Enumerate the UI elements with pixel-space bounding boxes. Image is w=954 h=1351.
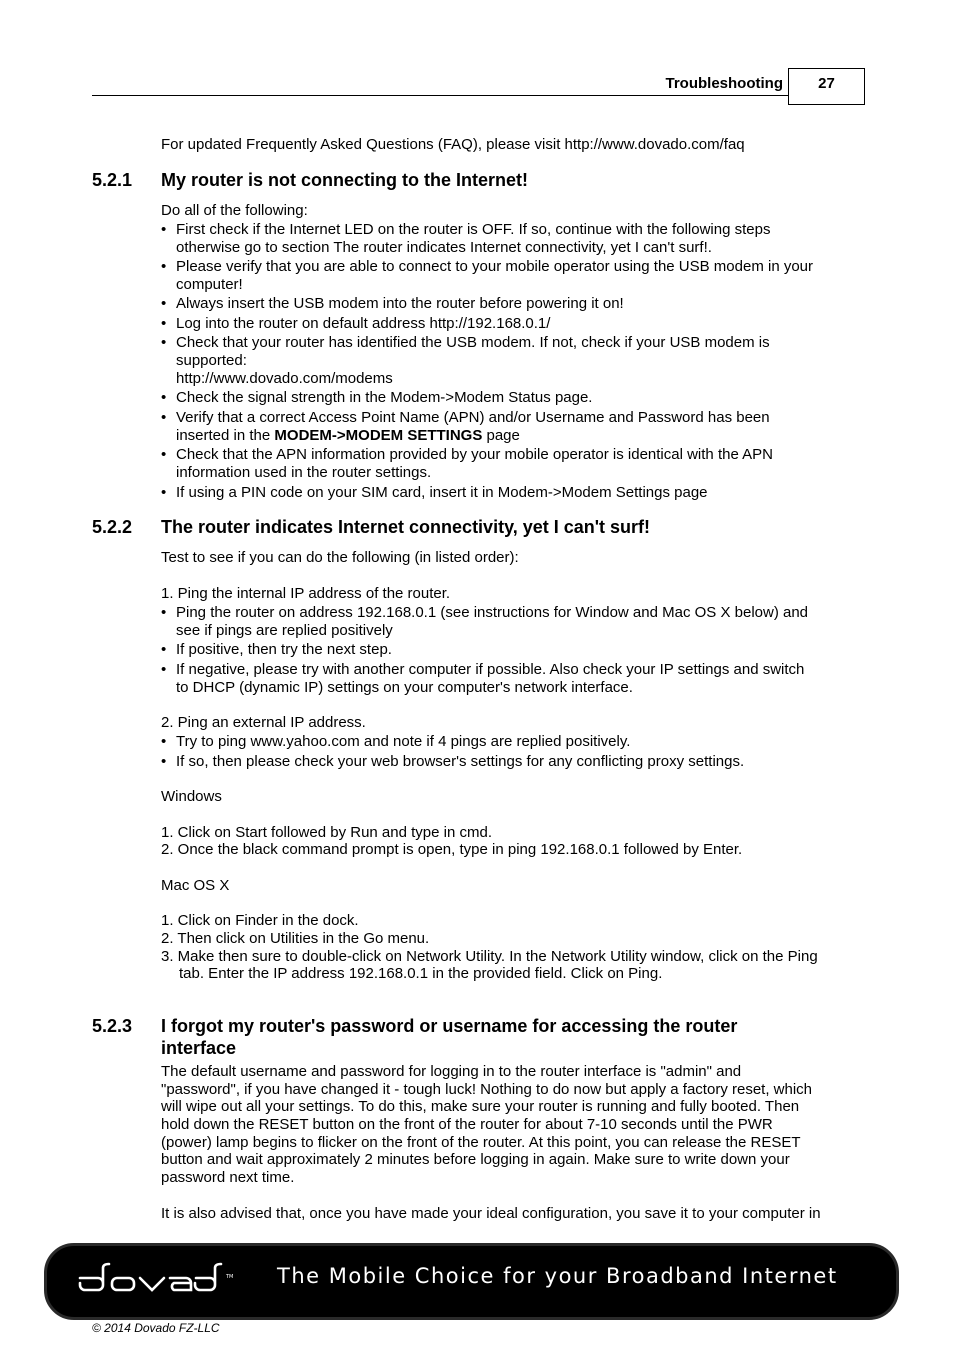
list-item: 1. Click on Start followed by Run and type in cmd. bbox=[161, 824, 492, 841]
section-lead: Test to see if you can do the following (in listed order): bbox=[161, 549, 519, 566]
copyright: © 2014 Dovado FZ-LLC bbox=[92, 1321, 220, 1335]
paragraph-line: The default username and password for logging in to the router interface is "admin" and bbox=[161, 1063, 742, 1080]
bullet-icon: • bbox=[161, 661, 167, 678]
paragraph-line: password next time. bbox=[161, 1169, 295, 1186]
dovado-logo bbox=[76, 1256, 236, 1296]
bullet-icon: • bbox=[161, 753, 167, 770]
section-number: 5.2.2 bbox=[92, 517, 133, 537]
list-item: 1. Click on Finder in the dock. bbox=[161, 912, 359, 929]
section-lead: Do all of the following: bbox=[161, 202, 308, 219]
os-label: Mac OS X bbox=[161, 877, 230, 894]
svg-text:TM: TM bbox=[226, 1274, 234, 1280]
section-heading: I forgot my router's password or username for accessing the router bbox=[161, 1016, 738, 1036]
bullet-icon: • bbox=[161, 641, 167, 658]
bullet-icon: • bbox=[161, 409, 167, 426]
page-number: 27 bbox=[818, 75, 835, 92]
os-label: Windows bbox=[161, 788, 222, 805]
bullet-icon: • bbox=[161, 389, 167, 406]
paragraph-line: "password", if you have changed it - tough luck! Nothing to do now but apply a factory reset, which bbox=[161, 1081, 813, 1098]
bullet-icon: • bbox=[161, 221, 167, 238]
paragraph-line: will wipe out all your settings. To do this, make sure your router is running and fully booted. Then bbox=[161, 1098, 800, 1115]
paragraph-line: hold down the RESET button on the front of the router for about 7-10 seconds until the PWR bbox=[161, 1116, 773, 1133]
section-number: 5.2.3 bbox=[92, 1016, 133, 1036]
faq-intro: For updated Frequently Asked Questions (FAQ), please visit http://www.dovado.com/faq bbox=[161, 136, 745, 153]
list-item: 2. Then click on Utilities in the Go menu. bbox=[161, 930, 430, 947]
bullet-icon: • bbox=[161, 733, 167, 750]
list-item-continued: tab. Enter the IP address 192.168.0.1 in the provided field. Click on Ping. bbox=[179, 965, 663, 982]
section-heading: My router is not connecting to the Internet! bbox=[161, 170, 529, 190]
section-heading-cont: interface bbox=[161, 1038, 237, 1058]
paragraph-line: (power) lamp begins to flicker on the front of the router. At this point, you can release the RESET bbox=[161, 1134, 801, 1151]
footer-tagline: The Mobile Choice for your Broadband Internet bbox=[277, 1264, 838, 1288]
running-header-title: Troubleshooting bbox=[665, 75, 783, 92]
bullet-icon: • bbox=[161, 315, 167, 332]
list-item: 3. Make then sure to double-click on Network Utility. In the Network Utility window, click on the Ping bbox=[161, 948, 818, 965]
section-number: 5.2.1 bbox=[92, 170, 133, 190]
paragraph-line: It is also advised that, once you have made your ideal configuration, you save it to your computer in bbox=[161, 1205, 821, 1222]
paragraph-line: button and wait approximately 2 minutes before logging in again. Make sure to write down your bbox=[161, 1151, 790, 1168]
header-rule bbox=[92, 95, 788, 96]
bullet-icon: • bbox=[161, 295, 167, 312]
bullet-icon: • bbox=[161, 484, 167, 501]
step-heading: 1. Ping the internal IP address of the router. bbox=[161, 585, 451, 602]
section-heading: The router indicates Internet connectivity, yet I can't surf! bbox=[161, 517, 651, 537]
bullet-icon: • bbox=[161, 446, 167, 463]
list-item: 2. Once the black command prompt is open, type in ping 192.168.0.1 followed by Enter. bbox=[161, 841, 743, 858]
bullet-icon: • bbox=[161, 258, 167, 275]
bullet-icon: • bbox=[161, 604, 167, 621]
step-heading: 2. Ping an external IP address. bbox=[161, 714, 366, 731]
bullet-icon: • bbox=[161, 334, 167, 351]
